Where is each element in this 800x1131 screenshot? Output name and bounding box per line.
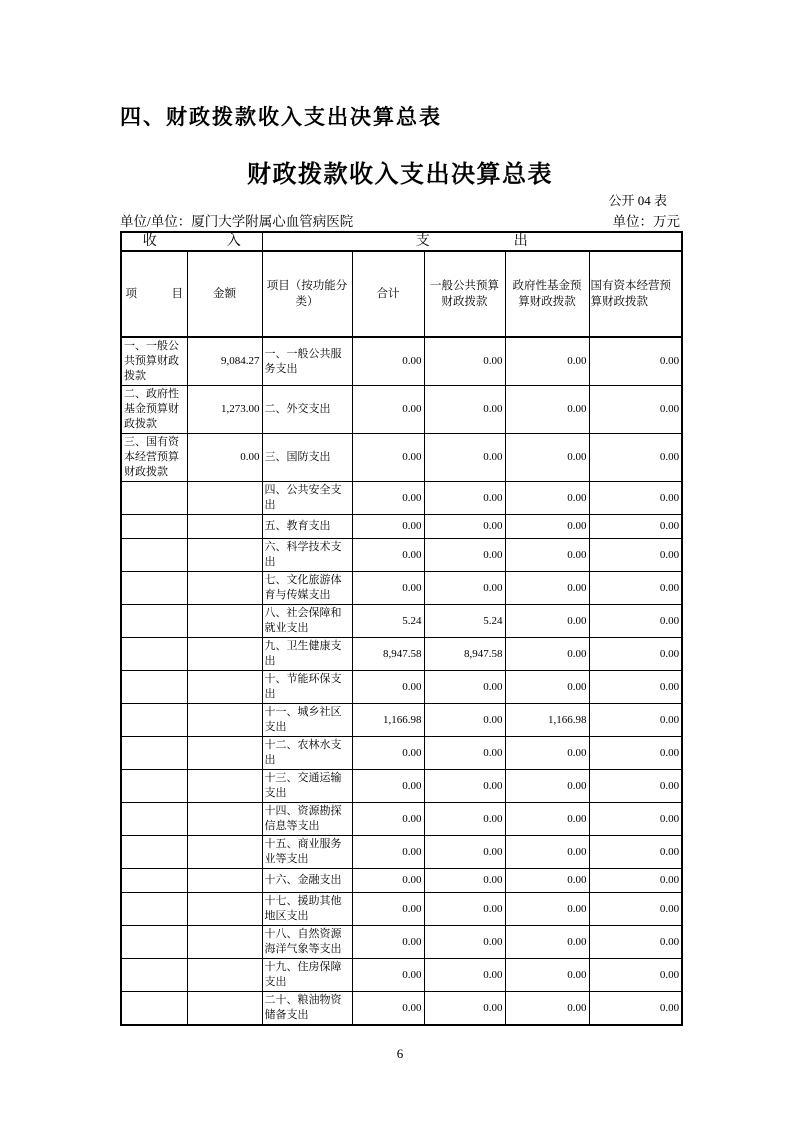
income-group-header: 收 入 [121,232,262,251]
income-item-cell: 三、国有资本经营预算财政拨款 [121,434,187,482]
expense-state-capital-cell: 0.00 [589,337,682,386]
income-item-cell [121,803,187,836]
expense-total-cell: 0.00 [352,926,424,959]
unit-line [120,210,680,230]
expense-general-budget-cell: 0.00 [424,539,505,572]
table-row [121,638,682,671]
expense-gov-fund-cell: 0.00 [505,959,589,992]
income-amount-cell: 1,273.00 [187,386,262,434]
income-amount-cell [187,572,262,605]
income-amount-cell [187,869,262,893]
income-amount-cell: 0.00 [187,434,262,482]
expense-gov-fund-cell: 0.00 [505,539,589,572]
expense-state-capital-cell: 0.00 [589,737,682,770]
expense-state-capital-cell: 0.00 [589,671,682,704]
expense-total-cell: 0.00 [352,482,424,515]
expense-gov-fund-cell: 0.00 [505,992,589,1026]
expense-state-capital-cell: 0.00 [589,770,682,803]
expense-state-capital-cell: 0.00 [589,959,682,992]
expense-general-budget-cell: 0.00 [424,434,505,482]
expense-item-cell: 十一、城乡社区支出 [262,704,352,737]
income-item-cell [121,836,187,869]
income-amount-column-header: 金额 [187,251,262,337]
expense-total-cell: 0.00 [352,671,424,704]
income-amount-cell [187,893,262,926]
expense-general-budget-cell: 8,947.58 [424,638,505,671]
expense-state-capital-cell: 0.00 [589,605,682,638]
income-amount-cell [187,605,262,638]
expense-general-budget-cell: 0.00 [424,515,505,539]
expense-total-cell: 1,166.98 [352,704,424,737]
table-row [121,515,682,539]
expense-total-cell: 0.00 [352,737,424,770]
table-body [121,337,682,1025]
gov-fund-column-header: 政府性基金预算财政拨款 [505,251,589,337]
expense-item-cell: 九、卫生健康支出 [262,638,352,671]
table-row [121,704,682,737]
expense-state-capital-cell: 0.00 [589,704,682,737]
expense-gov-fund-cell: 0.00 [505,836,589,869]
expense-item-cell: 八、社会保障和就业支出 [262,605,352,638]
expense-item-cell: 二十、粮油物资储备支出 [262,992,352,1026]
expense-general-budget-cell: 0.00 [424,386,505,434]
expense-gov-fund-cell: 0.00 [505,337,589,386]
income-amount-cell [187,671,262,704]
income-item-cell [121,992,187,1026]
income-amount-cell [187,992,262,1026]
income-amount-cell [187,737,262,770]
expense-total-cell: 0.00 [352,992,424,1026]
expense-general-budget-cell: 0.00 [424,737,505,770]
income-item-cell [121,539,187,572]
expense-state-capital-cell: 0.00 [589,803,682,836]
expense-item-cell: 四、公共安全支出 [262,482,352,515]
expense-total-cell: 0.00 [352,770,424,803]
expense-gov-fund-cell: 0.00 [505,893,589,926]
expense-general-budget-cell: 0.00 [424,572,505,605]
expense-total-cell: 8,947.58 [352,638,424,671]
income-item-cell [121,638,187,671]
table-row [121,434,682,482]
expense-item-cell: 十五、商业服务业等支出 [262,836,352,869]
expense-general-budget-cell: 0.00 [424,671,505,704]
expense-gov-fund-cell: 0.00 [505,671,589,704]
income-item-cell: 二、政府性基金预算财政拨款 [121,386,187,434]
expense-state-capital-cell: 0.00 [589,893,682,926]
table-row [121,926,682,959]
unit-currency-label: 单位：万元 [612,214,680,229]
income-item-cell [121,926,187,959]
expense-general-budget-cell: 0.00 [424,482,505,515]
table-row [121,737,682,770]
expense-item-column-header: 项目（按功能分类） [262,251,352,337]
expense-item-cell: 五、教育支出 [262,515,352,539]
income-item-cell [121,893,187,926]
expense-state-capital-cell: 0.00 [589,539,682,572]
expense-general-budget-cell: 0.00 [424,836,505,869]
table-row [121,770,682,803]
income-amount-cell [187,539,262,572]
expense-item-cell: 十、节能环保支出 [262,671,352,704]
expense-item-cell: 一、一般公共服务支出 [262,337,352,386]
income-item-cell [121,737,187,770]
income-item-cell: 一、一般公共预算财政拨款 [121,337,187,386]
income-amount-cell [187,638,262,671]
income-item-cell [121,959,187,992]
table-row [121,605,682,638]
expense-gov-fund-cell: 0.00 [505,737,589,770]
expense-total-cell: 0.00 [352,337,424,386]
expense-item-cell: 十二、农林水支出 [262,737,352,770]
table-row [121,386,682,434]
expense-total-cell: 0.00 [352,836,424,869]
expense-total-cell: 0.00 [352,539,424,572]
income-amount-cell [187,515,262,539]
expense-item-cell: 二、外交支出 [262,386,352,434]
expense-state-capital-cell: 0.00 [589,434,682,482]
income-amount-cell [187,926,262,959]
expense-general-budget-cell: 0.00 [424,869,505,893]
table-code-label: 公开 04 表 [608,193,667,208]
income-amount-cell [187,803,262,836]
expense-item-cell: 十七、援助其他地区支出 [262,893,352,926]
expense-item-cell: 十三、交通运输支出 [262,770,352,803]
expense-state-capital-cell: 0.00 [589,869,682,893]
expense-state-capital-cell: 0.00 [589,992,682,1026]
expense-general-budget-cell: 0.00 [424,926,505,959]
expense-general-budget-cell: 0.00 [424,803,505,836]
expense-gov-fund-cell: 0.00 [505,572,589,605]
expense-state-capital-cell: 0.00 [589,638,682,671]
table-row [121,482,682,515]
expense-gov-fund-cell: 0.00 [505,803,589,836]
expense-state-capital-cell: 0.00 [589,836,682,869]
expense-general-budget-cell: 0.00 [424,770,505,803]
income-item-cell [121,869,187,893]
expense-group-header: 支 出 [262,232,682,251]
income-item-cell [121,482,187,515]
expense-general-budget-cell: 0.00 [424,704,505,737]
income-item-cell [121,515,187,539]
income-amount-cell [187,770,262,803]
expense-total-cell: 0.00 [352,572,424,605]
income-item-cell [121,605,187,638]
expense-total-cell: 5.24 [352,605,424,638]
table-title: 财政拨款收入支出决算总表 [247,161,553,188]
expense-gov-fund-cell: 0.00 [505,770,589,803]
expense-general-budget-cell: 0.00 [424,893,505,926]
expense-item-cell: 三、国防支出 [262,434,352,482]
expense-state-capital-cell: 0.00 [589,482,682,515]
expense-total-cell: 0.00 [352,869,424,893]
table-row [121,539,682,572]
expense-total-cell: 0.00 [352,434,424,482]
expense-total-cell: 0.00 [352,959,424,992]
column-header-row [121,251,682,337]
expense-state-capital-cell: 0.00 [589,515,682,539]
expense-gov-fund-cell: 0.00 [505,638,589,671]
expense-total-cell: 0.00 [352,386,424,434]
unit-name-label: 单位/单位：厦门大学附属心血管病医院 [120,214,354,229]
expense-gov-fund-cell: 0.00 [505,605,589,638]
expense-gov-fund-cell: 1,166.98 [505,704,589,737]
income-item-cell [121,572,187,605]
income-item-cell [121,671,187,704]
total-column-header: 合计 [352,251,424,337]
section-heading: 四、财政拨款收入支出决算总表 [120,106,442,129]
expense-total-cell: 0.00 [352,893,424,926]
expense-item-cell: 七、文化旅游体育与传媒支出 [262,572,352,605]
page-number: 6 [396,1046,404,1061]
table-row [121,893,682,926]
income-item-column-header: 项 目 [121,251,187,337]
expense-state-capital-cell: 0.00 [589,926,682,959]
expense-total-cell: 0.00 [352,515,424,539]
table-row [121,572,682,605]
income-amount-cell [187,959,262,992]
table-row [121,836,682,869]
expense-item-cell: 十四、资源勘探信息等支出 [262,803,352,836]
expense-total-cell: 0.00 [352,803,424,836]
expense-item-cell: 六、科学技术支出 [262,539,352,572]
income-amount-cell [187,836,262,869]
expense-gov-fund-cell: 0.00 [505,386,589,434]
table-row [121,337,682,386]
expense-general-budget-cell: 5.24 [424,605,505,638]
expense-state-capital-cell: 0.00 [589,386,682,434]
expense-gov-fund-cell: 0.00 [505,482,589,515]
expense-general-budget-cell: 0.00 [424,337,505,386]
income-amount-cell: 9,084.27 [187,337,262,386]
expense-gov-fund-cell: 0.00 [505,434,589,482]
income-item-cell [121,704,187,737]
table-row [121,671,682,704]
expense-gov-fund-cell: 0.00 [505,926,589,959]
expense-general-budget-cell: 0.00 [424,992,505,1026]
table-row [121,803,682,836]
state-capital-column-header: 国有资本经营预算财政拨款 [589,251,682,337]
income-amount-cell [187,704,262,737]
expense-gov-fund-cell: 0.00 [505,515,589,539]
table-row [121,869,682,893]
fiscal-summary-table [120,231,683,1026]
group-header-row [121,232,682,251]
expense-item-cell: 十八、自然资源海洋气象等支出 [262,926,352,959]
income-amount-cell [187,482,262,515]
general-budget-column-header: 一般公共预算财政拨款 [424,251,505,337]
expense-gov-fund-cell: 0.00 [505,869,589,893]
table-row [121,992,682,1026]
expense-general-budget-cell: 0.00 [424,959,505,992]
table-row [121,959,682,992]
expense-state-capital-cell: 0.00 [589,572,682,605]
expense-item-cell: 十六、金融支出 [262,869,352,893]
expense-item-cell: 十九、住房保障支出 [262,959,352,992]
income-item-cell [121,770,187,803]
